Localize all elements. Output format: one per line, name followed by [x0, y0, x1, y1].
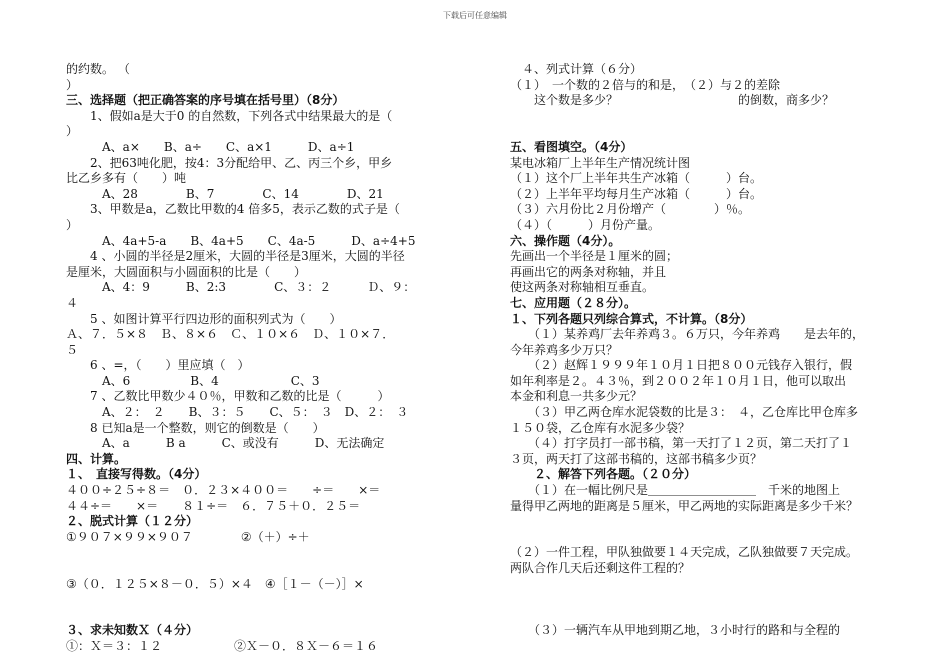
text-line: 再画出它的两条对称轴，并且 — [510, 264, 667, 279]
text-line: 量得甲乙两地的距离是５厘米，甲乙两地的实际距离是多少千米？ — [510, 498, 859, 513]
text-line: （３）甲乙两仓库水泥袋数的比是３： ４，乙仓库比甲仓库多 — [510, 405, 859, 420]
text-line: A、28 B、7 C、14 D、21 — [66, 186, 384, 201]
text-line: （２）一件工程，甲队独做要１４天完成，乙队独做要７天完成。 — [510, 545, 859, 560]
text-line: ５ — [66, 342, 79, 357]
blank-space — [510, 592, 882, 608]
text-line: 这个数是多少？ 的倒数，商多少？ — [510, 93, 835, 108]
text-line: 使这两条对称轴相互垂直。 — [510, 280, 655, 295]
text-line: Ａ、７．５×８ Ｂ、８×６ Ｃ、１０×６ Ｄ、１０×７． — [66, 327, 395, 342]
text-line: （１）在一幅比例尺是＿＿＿＿＿＿＿＿＿ 千米的地图上 — [510, 483, 841, 498]
page-header: 下载后可任意编辑 — [443, 11, 507, 20]
text-line: ①９０７×９９×９０７ ②（＋）÷＋ — [66, 529, 310, 544]
blank-space — [66, 561, 438, 577]
text-line: ３页，两天打了这部书稿的，这部书稿多少页？ — [510, 451, 763, 466]
section-heading: 七、应用题（２８分）。 — [510, 295, 637, 310]
text-line: （３）一辆汽车从甲地到期乙地，３小时行的路和与全程的 — [510, 623, 841, 638]
text-line: 某电冰箱厂上半年生产情况统计图 — [510, 155, 691, 170]
text-line: （３）六月份比２月份增产（ ）％。 — [510, 202, 751, 217]
text-line: （４）打字员打一部书稿，第一天打了１２页，第二天打了１ — [510, 436, 853, 451]
text-line: （１）某养鸡厂去年养鸡３。６万只，今年养鸡 是去年的， — [510, 327, 865, 342]
text-line: （２）赵辉１９９９年１０月１日把８００元钱存入银行，假 — [510, 358, 853, 373]
text-line: ４ — [66, 295, 79, 310]
text-line: ） — [66, 77, 79, 92]
text-line: 是厘米，大圆面积与小圆面积的比是（ ） — [66, 264, 307, 279]
text-line: 5 、如图计算平行四边形的面积列式为（ ） — [66, 311, 342, 326]
text-line: 今年养鸡多少万只？ — [510, 342, 619, 357]
text-line: A、6 B、4 C、3 — [66, 373, 320, 388]
section-heading: １、 直接写得数。（4分） — [66, 467, 207, 482]
text-line: ４００÷２５÷８＝ ０．２３×４００＝ ÷＝ ×＝ — [66, 483, 381, 498]
text-line: ③（０．１２５×８－０．５）×４ ④［１－（－）］× — [66, 576, 364, 591]
blank-space — [510, 530, 882, 546]
section-heading: 六、操作题（4分）。 — [510, 233, 621, 248]
text-line: ①：Ｘ＝３：１２ ②Ｘ－０．８Ｘ－６＝１６ — [66, 638, 379, 653]
text-line: （１） 一个数的２倍与的和是， （２）与２的差除 — [510, 77, 781, 92]
text-line: 比乙乡多有（ ）吨 — [66, 171, 187, 186]
blank-space — [510, 514, 882, 530]
section-heading: ２、解答下列各题。（２０分） — [510, 467, 697, 482]
text-line: 的约数。 （ — [66, 62, 130, 76]
text-line: 3、甲数是a，乙数比甲数的4 倍多5，表示乙数的式子是（ — [66, 202, 400, 217]
right-column — [510, 62, 882, 639]
text-line: A、a B a C、或没有 D、无法确定 — [66, 436, 385, 451]
blank-space — [510, 109, 882, 125]
text-line: A、２： ２ B、３：５ C、５： ３ D、２： ３ — [66, 405, 409, 420]
text-line: （１）这个厂上半年共生产冰箱（ ）台。 — [510, 171, 763, 186]
text-line: A、4a+5-a B、4a+5 C、4a-5 D、a÷4+5 — [66, 233, 416, 248]
section-heading: ２、脱式计算（１２分） — [66, 514, 199, 529]
section-heading: 五、看图填空。（4分） — [510, 139, 633, 154]
text-line: 6 、=，（ ）里应填（ ） — [66, 358, 250, 373]
blank-space — [66, 592, 438, 608]
blank-space — [510, 124, 882, 140]
text-line: A、4：9 B、2:3 C、３：２ Ｄ、９： — [66, 280, 416, 295]
left-column — [66, 62, 438, 655]
text-line: ） — [66, 124, 79, 139]
text-line: 本金和利息一共多少元？ — [510, 389, 643, 404]
section-heading: ３、求未知数Ｘ（４分） — [66, 623, 199, 638]
text-line: １５０袋，乙仓库有水泥多少袋？ — [510, 420, 691, 435]
text-line: （２）上半年平均每月生产冰箱（ ）台。 — [510, 186, 763, 201]
text-line: ４４÷＝ ×＝ ８１÷＝ ６．７５＋０．２５＝ — [66, 498, 361, 513]
blank-space — [510, 577, 882, 593]
text-line: 8 已知a是一个整数，则它的倒数是（ ） — [66, 420, 325, 435]
section-heading: 三、选择题（把正确答案的序号填在括号里）（8分） — [66, 93, 345, 108]
text-line: 如年利率是２。４３％，到２００２年１０月１日，他可以取出 — [510, 373, 847, 388]
text-line: （４）（ ）月份产量。 — [510, 217, 661, 232]
blank-space — [66, 545, 438, 561]
blank-space — [66, 608, 438, 624]
text-line: 4 、小圆的半径是2厘米，大圆的半径是3厘米，大圆的半径 — [66, 249, 405, 264]
text-line: 先画出一个半径是１厘米的圆； — [510, 249, 679, 264]
section-heading: １、下列各题只列综合算式，不计算。（8分） — [510, 311, 753, 326]
text-line: 2、把63吨化肥，按4：3分配给甲、乙、丙三个乡，甲乡 — [66, 155, 393, 170]
text-line: ） — [66, 217, 79, 232]
text-line: A、a× B、a÷ C、a×1 D、a÷1 — [66, 139, 355, 154]
blank-space — [510, 608, 882, 624]
text-line: 1、假如a是大于0 的自然数，下列各式中结果最大的是（ — [66, 108, 393, 123]
text-line: 两队合作几天后还剩这件工程的？ — [510, 561, 691, 575]
text-line: ４、列式计算（６分） — [510, 62, 643, 76]
section-heading: 四、计算。 — [66, 451, 127, 466]
text-line: 7 、乙数比甲数少４０％，甲数和乙数的比是（ ） — [66, 389, 390, 404]
